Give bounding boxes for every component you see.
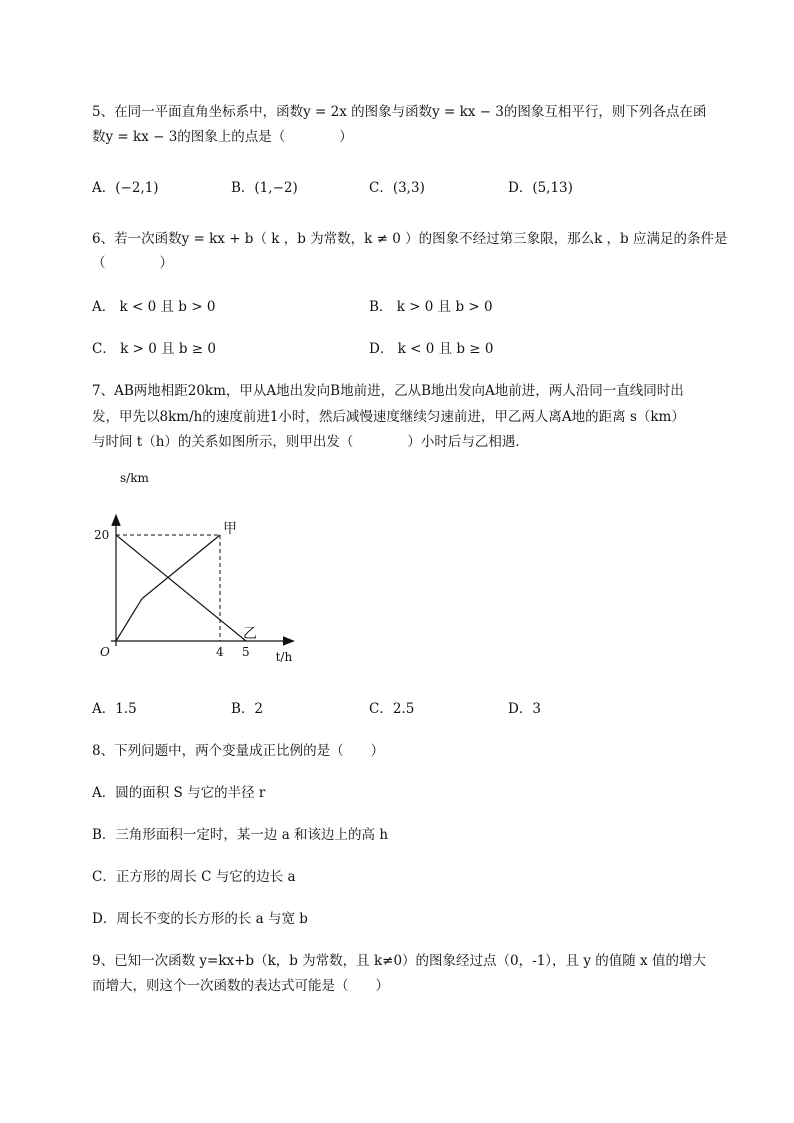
q6-option-b: B． k > 0 且 b > 0 xyxy=(369,299,493,315)
q8-option-d: D．周长不变的长方形的长 a 与宽 b xyxy=(92,911,308,927)
y-axis-label: s/km xyxy=(120,471,149,485)
q8-option-b: B．三角形面积一定时，某一边 a 和该边上的高 h xyxy=(92,827,389,843)
q7-graph-svg xyxy=(88,468,308,668)
q7-stem-line1: 7、AB两地相距20km，甲从A地出发向B地前进，乙从B地出发向A地前进，两人沿同一直线同时出 xyxy=(92,383,684,399)
q5-stem-line1: 5、在同一平面直角坐标系中，函数y = 2x 的图象与函数y = kx − 3的图象互相平行，则下列各点在函 xyxy=(92,104,707,120)
q9-stem-line1: 9、已知一次函数 y=kx+b（k，b 为常数，且 k≠0）的图象经过点（0，-1），且 y 的值随 x 值的增大 xyxy=(92,953,706,969)
q7-option-d: D．3 xyxy=(508,701,541,717)
q5-option-c: C．(3,3) xyxy=(369,180,425,196)
x-tick-label: 5 xyxy=(242,645,250,659)
q7-option-b: B．2 xyxy=(231,701,264,717)
series-label-yi: 乙 xyxy=(243,626,257,642)
q5-option-d: D．(5,13) xyxy=(508,180,573,196)
x-tick-label: 4 xyxy=(216,645,224,659)
series-line-0 xyxy=(116,535,220,641)
q6-stem-line1: 6、若一次函数y = kx + b（ k ，b 为常数，k ≠ 0 ）的图象不经过第三象限，那么k ，b 应满足的条件是 xyxy=(92,231,728,247)
q5-stem-line2: 数y = kx − 3的图象上的点是（ ） xyxy=(92,129,353,145)
q8-option-a: A．圆的面积 S 与它的半径 r xyxy=(92,785,266,801)
series-line-1 xyxy=(116,535,246,641)
q5-option-a: A．(−2,1) xyxy=(92,180,159,196)
origin-label: O xyxy=(100,645,110,659)
q7-option-c: C．2.5 xyxy=(369,701,415,717)
q8-option-c: C．正方形的周长 C 与它的边长 a xyxy=(92,869,296,885)
q6-option-a: A． k < 0 且 b > 0 xyxy=(92,299,216,315)
q9-stem-line2: 而增大，则这个一次函数的表达式可能是（ ） xyxy=(92,978,389,994)
q6-stem-line2: （ ） xyxy=(92,255,173,271)
q7-stem-line2: 发，甲先以8km/h的速度前进1小时，然后减慢速度继续匀速前进，甲乙两人离A地的距离 s（km） xyxy=(92,409,685,425)
q6-option-c: C． k > 0 且 b ≥ 0 xyxy=(92,341,216,357)
q5-option-b: B．(1,−2) xyxy=(231,180,298,196)
y-tick-label: 20 xyxy=(94,528,110,542)
q7-stem-line3: 与时间 t（h）的关系如图所示，则甲出发（ ）小时后与乙相遇． xyxy=(92,434,529,450)
q7-option-a: A．1.5 xyxy=(92,701,137,717)
q7-graph xyxy=(88,468,308,672)
series-label-jia: 甲 xyxy=(223,521,237,537)
q6-option-d: D． k < 0 且 b ≥ 0 xyxy=(369,341,494,357)
x-axis-label: t/h xyxy=(275,650,293,664)
q8-stem: 8、下列问题中，两个变量成正比例的是（ ） xyxy=(92,743,385,759)
